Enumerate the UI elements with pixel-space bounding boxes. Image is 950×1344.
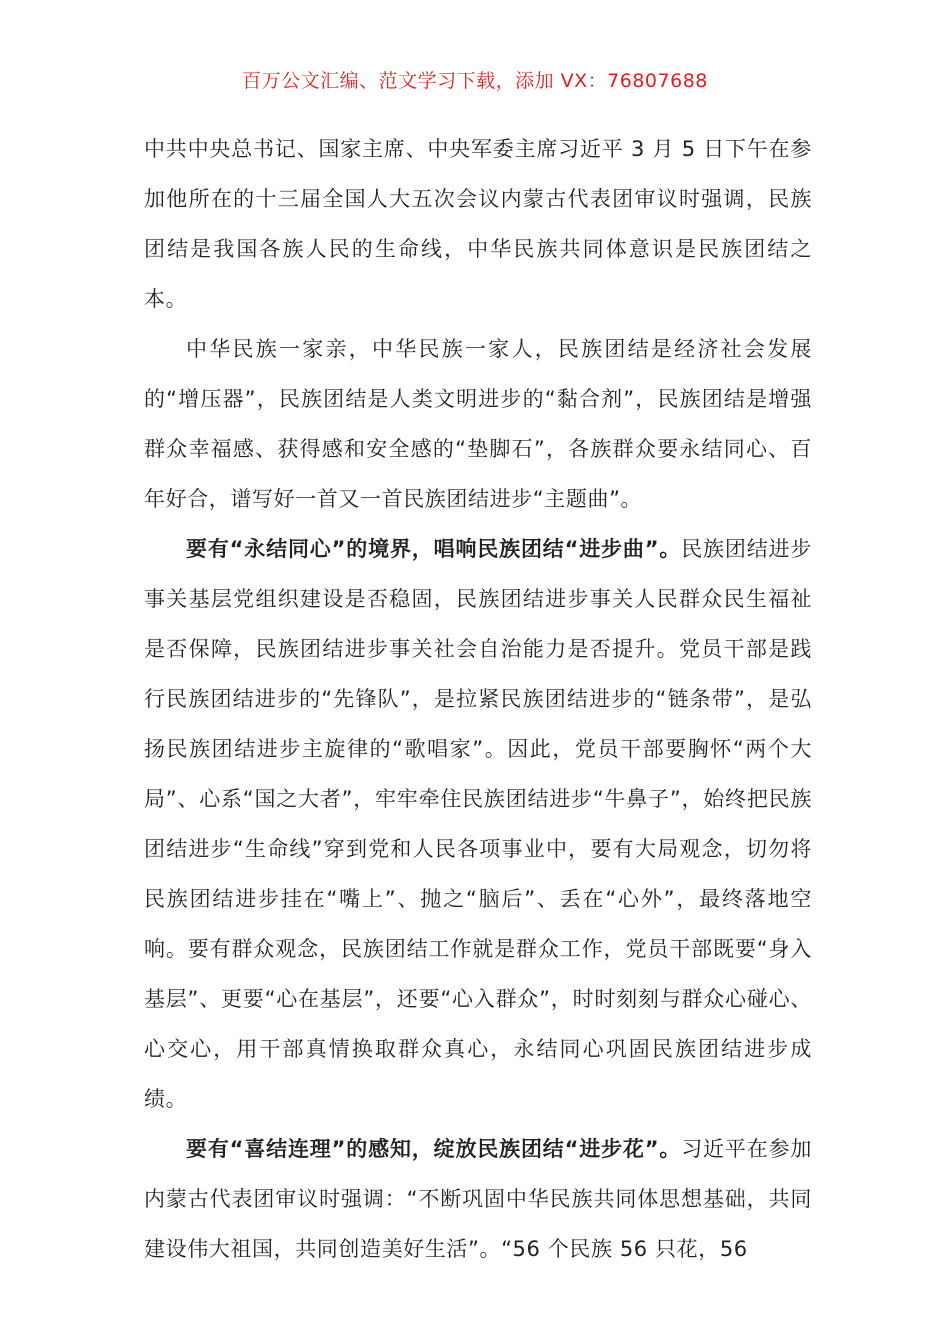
paragraph-text: 中共中央总书记、国家主席、中央军委主席习近平 3 月 5 日下午在参加他所在的十三届全国人大五次会议内蒙古代表团审议时强调，民族团结是我国各族人民的生命线，中华民族共同体意识是民族团结之本。 — [144, 137, 812, 311]
paragraph-4 — [144, 1124, 812, 1274]
paragraph-text: 习近平在参加内蒙古代表团审议时强调：“不断巩固中华民族共同体思想基础，共同建设伟大祖国，共同创造美好生活”。“56 个民族 56 只花，56 — [144, 1137, 812, 1261]
paragraph-2 — [144, 324, 812, 524]
paragraph-text: 民族团结进步事关基层党组织建设是否稳固，民族团结进步事关人民群众民生福祉是否保障，民族团结进步事关社会自治能力是否提升。党员干部是践行民族团结进步的“先锋队”，是拉紧民族团结进步的“链条带”，是弘扬民族团结进步主旋律的“歌唱家”。因此，党员干部要胸怀“两个大局”、心系“国之大者”，牢牢牵住民族团结进步“牛鼻子”，始终把民族团结进步“生命线”穿到党和人民各项事业中，要有大局观念，切勿将民族团结进步挂在“嘴上”、抛之“脑后”、丢在“心外”，最终落地空响。要有群众观念，民族团结工作就是群众工作，党员干部既要“身入基层”、更要“心在基层”，还要“心入群众”，时时刻刻与群众心碰心、心交心，用干部真情换取群众真心，永结同心巩固民族团结进步成绩。 — [144, 537, 812, 1111]
paragraph-lead-heading: 要有“喜结连理”的感知，绽放民族团结“进步花”。 — [186, 1137, 682, 1161]
paragraph-3 — [144, 524, 812, 1124]
paragraph-text: 中华民族一家亲，中华民族一家人，民族团结是经济社会发展的“增压器”，民族团结是人类文明进步的“黏合剂”，民族团结是增强群众幸福感、获得感和安全感的“垫脚石”，各族群众要永结同心、百年好合，谱写好一首又一首民族团结进步“主题曲”。 — [144, 337, 812, 511]
header-banner: 百万公文汇编、范文学习下载，添加 VX：76807688 — [242, 70, 708, 92]
article-body — [144, 124, 812, 1274]
paragraph-1 — [144, 124, 812, 324]
paragraph-lead-heading: 要有“永结同心”的境界，唱响民族团结“进步曲”。 — [186, 537, 682, 561]
